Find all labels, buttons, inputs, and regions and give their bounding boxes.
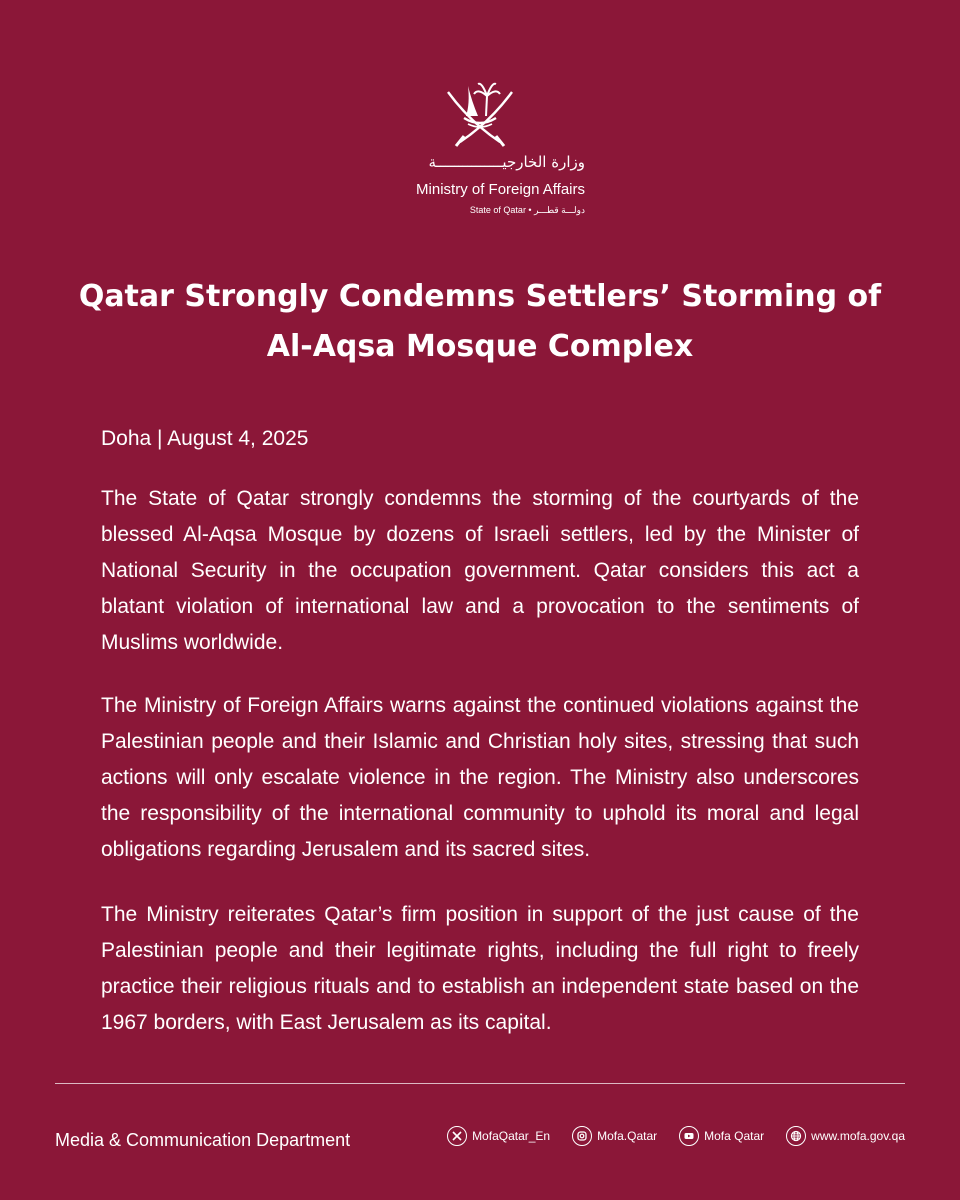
social-label-instagram: Mofa.Qatar [597, 1129, 658, 1143]
social-links [447, 1126, 905, 1146]
ministry-name-arabic: وزارة الخارجيـــــــــــــــة [428, 153, 585, 171]
ministry-name-english: Ministry of Foreign Affairs [416, 181, 585, 198]
globe-icon [786, 1126, 806, 1146]
title-line-2: Al-Aqsa Mosque Complex [266, 329, 694, 364]
title-line-1: Qatar Strongly Condemns Settlers’ Storming of [78, 279, 882, 314]
qatar-emblem-icon [440, 74, 520, 154]
paragraph-3: The Ministry reiterates Qatar’s firm position in support of the just cause of the Palestinian people and their legitimate rights, including the full right to freely practice their religious rituals and to establish an independent state based on the 1967 borders, with East Jerusalem as its capital. [101, 903, 859, 1034]
social-link-instagram[interactable] [572, 1126, 657, 1146]
social-link-youtube[interactable] [679, 1126, 764, 1146]
social-label-x: MofaQatar_En [472, 1129, 551, 1143]
dateline: Doha | August 4, 2025 [101, 427, 309, 450]
social-label-website: www.mofa.gov.qa [811, 1129, 905, 1143]
paragraph-2: The Ministry of Foreign Affairs warns against the continued violations against the Palestinian people and their Islamic and Christian holy sites, stressing that such actions will only escalate violence in the region. The Ministry also underscores the responsibility of the international community to uphold its moral and legal obligations regarding Jerusalem and its sacred sites. [101, 694, 859, 861]
statement-title [60, 272, 900, 372]
department-name: Media & Communication Department [55, 1130, 351, 1150]
state-of-qatar-line: State of Qatar • دولـــة قطـــر [469, 205, 585, 215]
x-icon [447, 1126, 467, 1146]
paragraph-1: The State of Qatar strongly condemns the storming of the courtyards of the blessed Al-Aqsa Mosque by dozens of Israeli settlers, led by the Minister of National Security in the occupation government. Qatar considers this act a blatant violation of international law and a provocation to the sentiments of Muslims worldwide. [101, 487, 859, 654]
social-label-youtube: Mofa Qatar [704, 1129, 765, 1143]
footer-divider [55, 1083, 905, 1084]
social-link-website[interactable] [786, 1126, 905, 1146]
social-link-x[interactable] [447, 1126, 550, 1146]
youtube-icon [679, 1126, 699, 1146]
instagram-icon [572, 1126, 592, 1146]
